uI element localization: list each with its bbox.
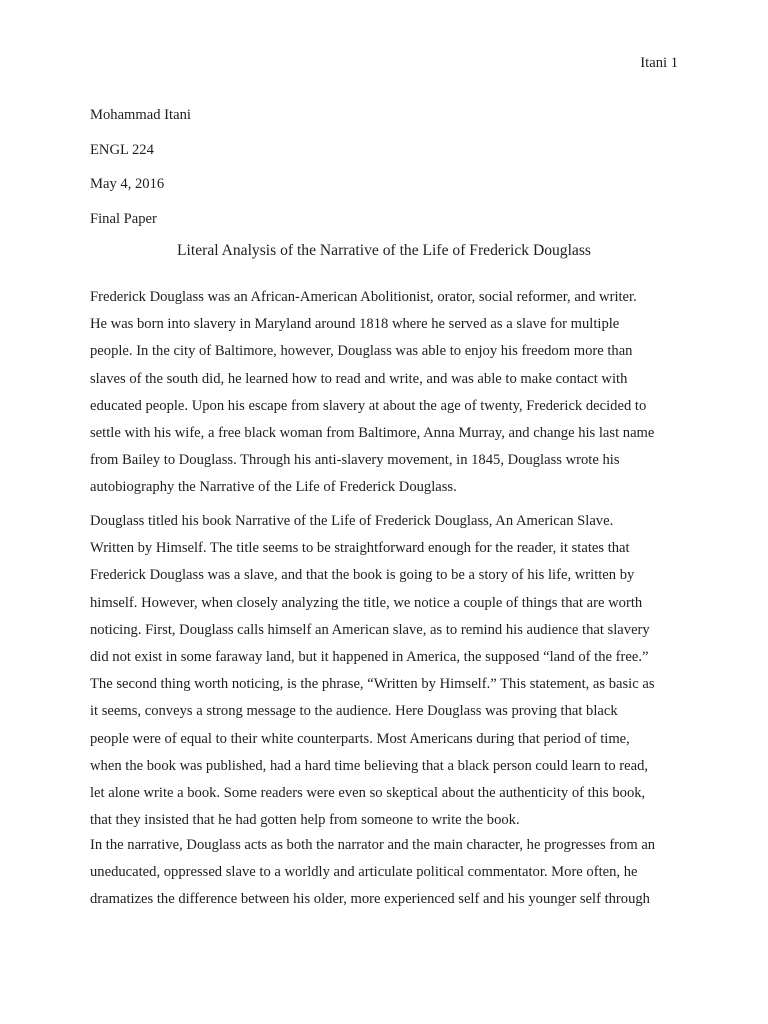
paragraph-line: dramatizes the difference between his older, more experienced self and his younger self through xyxy=(90,891,650,908)
paragraph-line: let alone write a book. Some readers were even so skeptical about the authenticity of this book, xyxy=(90,785,646,802)
paragraph-line: The second thing worth noticing, is the phrase, “Written by Himself.” This statement, as basic as xyxy=(90,676,655,693)
paragraph-line: from Bailey to Douglass. Through his anti-slavery movement, in 1845, Douglass wrote his xyxy=(90,452,620,469)
heading-block xyxy=(90,98,191,236)
paper-date: May 4, 2016 xyxy=(90,176,165,192)
paragraph-2 xyxy=(90,508,690,834)
assignment-name: Final Paper xyxy=(90,210,157,227)
paragraph-line: Frederick Douglass was a slave, and that the book is going to be a story of his life, written by xyxy=(90,567,635,584)
paragraph-line: In the narrative, Douglass acts as both the narrator and the main character, he progresses from an xyxy=(90,837,656,853)
paragraph-line: himself. However, when closely analyzing the title, we notice a couple of things that are worth xyxy=(90,594,643,611)
paragraph-line: Frederick Douglass was an African-American Abolitionist, orator, social reformer, and writer. xyxy=(90,289,637,305)
paragraph-line: Written by Himself. The title seems to be straightforward enough for the reader, it states that xyxy=(90,540,630,557)
paragraph-line: that they insisted that he had gotten help from someone to write the book. xyxy=(90,812,520,829)
paragraph-line: settle with his wife, a free black woman from Baltimore, Anna Murray, and change his last name xyxy=(90,425,655,442)
paragraph-line: He was born into slavery in Maryland around 1818 where he served as a slave for multiple xyxy=(90,316,620,333)
paragraph-line: did not exist in some faraway land, but it happened in America, the supposed “land of the free.” xyxy=(90,649,649,666)
course-code: ENGL 224 xyxy=(90,141,154,158)
paragraph-line: educated people. Upon his escape from slavery at about the age of twenty, Frederick decided to xyxy=(90,397,647,414)
paragraph-1 xyxy=(90,284,690,502)
paragraph-line: slaves of the south did, he learned how to read and write, and was able to make contact with xyxy=(90,370,628,387)
running-head: Itani 1 xyxy=(640,55,678,71)
author-name: Mohammad Itani xyxy=(90,107,191,123)
paragraph-line: noticing. First, Douglass calls himself an American slave, as to remind his audience that slavery xyxy=(90,621,650,638)
paragraph-line: when the book was published, had a hard time believing that a black person could learn to read, xyxy=(90,757,649,774)
paragraph-3 xyxy=(90,832,690,914)
paragraph-line: people were of equal to their white counterparts. Most Americans during that period of time, xyxy=(90,730,630,747)
paragraph-line: people. In the city of Baltimore, however, Douglass was able to enjoy his freedom more than xyxy=(90,343,633,360)
paragraph-line: autobiography the Narrative of the Life of Frederick Douglass. xyxy=(90,479,457,496)
paragraph-line: it seems, conveys a strong message to the audience. Here Douglass was proving that black xyxy=(90,703,618,720)
paragraph-line: uneducated, oppressed slave to a worldly and articulate political commentator. More often, he xyxy=(90,864,638,881)
paper-title: Literal Analysis of the Narrative of the Life of Frederick Douglass xyxy=(177,242,591,259)
paragraph-line: Douglass titled his book Narrative of the Life of Frederick Douglass, An American Slave. xyxy=(90,513,614,529)
